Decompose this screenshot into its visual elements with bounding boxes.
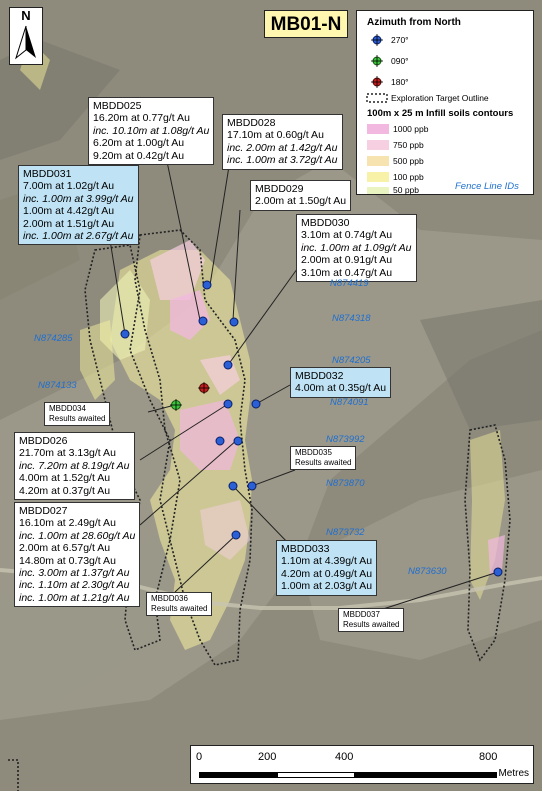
scale-bar — [190, 745, 534, 784]
scale-segment — [355, 772, 497, 778]
intercept-line: 4.20m at 0.49g/t Au — [281, 567, 373, 580]
fence-line-label: N874318 — [332, 313, 371, 324]
intercept-line: inc. 1.00m at 1.09g/t Au — [301, 241, 412, 254]
awaited-label-mbdd036 — [146, 592, 212, 616]
intercept-line: 16.20m at 0.77g/t Au — [93, 112, 190, 125]
drillhole-id: MBDD025 — [93, 100, 142, 112]
fence-line-label: N874419 — [330, 278, 369, 289]
legend-fence-line-ids: Fence Line IDs — [455, 181, 519, 192]
intercept-line: 21.70m at 3.13g/t Au — [19, 447, 116, 460]
scale-tick-label: 200 — [258, 751, 277, 763]
awaited-note: Results awaited — [343, 620, 400, 629]
drillhole-id: MBDD026 — [19, 435, 68, 447]
intercept-line: inc. 1.00m at 3.99g/t Au — [23, 192, 134, 205]
intercept-line: 2.00m at 1.50g/t Au — [255, 195, 347, 208]
legend-azimuth-title: Azimuth from North — [367, 17, 461, 28]
intercept-line: inc. 1.00m at 28.60g/t Au — [19, 529, 136, 542]
map-title: MB01-N — [264, 10, 348, 38]
drillhole-label-mbdd025 — [88, 97, 214, 165]
fence-line-label: N873630 — [408, 566, 447, 577]
fence-line-label: N873732 — [326, 527, 365, 538]
awaited-note: Results awaited — [151, 604, 208, 613]
scale-unit: Metres — [498, 768, 529, 779]
intercept-line: 2.00m at 1.51g/t Au — [23, 217, 115, 230]
soil-swatch-1000 — [367, 124, 389, 134]
exploration-outline-swatch — [365, 92, 391, 104]
intercept-line: inc. 1.00m at 3.72g/t Au — [227, 154, 338, 167]
fence-line-label: N874133 — [38, 380, 77, 391]
drillhole-id: MBDD029 — [255, 183, 304, 195]
intercept-line: 9.20m at 0.42g/t Au — [93, 149, 185, 162]
legend-panel — [356, 10, 534, 195]
intercept-line: inc. 1.00m at 2.67g/t Au — [23, 230, 134, 243]
drillhole-label-mbdd029 — [250, 180, 351, 211]
drillhole-id: MBDD031 — [23, 168, 72, 180]
soil-swatch-500 — [367, 156, 389, 166]
intercept-line: 16.10m at 2.49g/t Au — [19, 517, 116, 530]
intercept-line: 2.00m at 0.91g/t Au — [301, 254, 393, 267]
drillhole-id: MBDD034 — [49, 404, 86, 413]
intercept-line: 2.00m at 6.57g/t Au — [19, 542, 111, 555]
intercept-line: 1.00m at 4.42g/t Au — [23, 205, 115, 218]
legend-soil-750: 750 ppb — [393, 140, 424, 150]
intercept-line: 1.10m at 4.39g/t Au — [281, 555, 373, 568]
legend-soil-100: 100 ppb — [393, 172, 424, 182]
awaited-note: Results awaited — [295, 458, 352, 467]
drillhole-id: MBDD037 — [343, 610, 380, 619]
fence-line-label: N873992 — [326, 434, 365, 445]
drillhole-label-mbdd031 — [18, 165, 139, 245]
drillhole-id: MBDD030 — [301, 217, 350, 229]
drillhole-id: MBDD032 — [295, 370, 344, 382]
legend-soil-500: 500 ppb — [393, 156, 424, 166]
intercept-line: 3.10m at 0.47g/t Au — [301, 266, 393, 279]
intercept-line: 14.80m at 0.73g/t Au — [19, 554, 116, 567]
intercept-line: 4.00m at 1.52g/t Au — [19, 472, 111, 485]
drillhole-id: MBDD033 — [281, 543, 330, 555]
north-arrow-icon — [10, 8, 42, 64]
awaited-label-mbdd035 — [290, 446, 356, 470]
drillhole-id: MBDD027 — [19, 505, 68, 517]
drillhole-id: MBDD035 — [295, 448, 332, 457]
awaited-label-mbdd037 — [338, 608, 404, 632]
fence-line-label: N873870 — [326, 478, 365, 489]
legend-soil-1000: 1000 ppb — [393, 124, 429, 134]
drillhole-label-mbdd026 — [14, 432, 135, 500]
intercept-line: 4.20m at 0.37g/t Au — [19, 484, 111, 497]
intercept-line: inc. 1.00m at 1.21g/t Au — [19, 591, 130, 604]
intercept-line: inc. 7.20m at 8.19g/t Au — [19, 459, 130, 472]
scale-tick-label: 400 — [335, 751, 354, 763]
intercept-line: 3.10m at 0.74g/t Au — [301, 229, 393, 242]
fence-line-label: N874285 — [34, 333, 73, 344]
intercept-line: 4.00m at 0.35g/t Au — [295, 382, 387, 395]
intercept-line: inc. 2.00m at 1.42g/t Au — [227, 141, 338, 154]
awaited-note: Results awaited — [49, 414, 106, 423]
intercept-line: 6.20m at 1.00g/t Au — [93, 137, 185, 150]
awaited-label-mbdd034 — [44, 402, 110, 426]
legend-soils-title: 100m x 25 m Infill soils contours — [367, 108, 514, 119]
legend-soil-50: 50 ppb — [393, 185, 419, 195]
drillhole-label-mbdd032 — [290, 367, 391, 398]
soil-swatch-100 — [367, 172, 389, 182]
intercept-line: inc. 1.10m at 2.30g/t Au — [19, 579, 130, 592]
north-label: N — [21, 8, 31, 23]
north-arrow — [9, 7, 43, 65]
fence-line-label: N874091 — [330, 397, 369, 408]
drillhole-id: MBDD036 — [151, 594, 188, 603]
soil-swatch-750 — [367, 140, 389, 150]
legend-azimuth-090: 090° — [391, 56, 409, 66]
scale-segment — [277, 772, 355, 778]
intercept-line: inc. 10.10m at 1.08g/t Au — [93, 124, 210, 137]
drillhole-label-mbdd033 — [276, 540, 377, 596]
legend-azimuth-270: 270° — [391, 35, 409, 45]
scale-tick-label: 800 — [479, 751, 498, 763]
drillhole-label-mbdd027 — [14, 502, 140, 607]
legend-exploration-outline: Exploration Target Outline — [391, 93, 489, 103]
intercept-line: 7.00m at 1.02g/t Au — [23, 180, 115, 193]
drillhole-label-mbdd028 — [222, 114, 343, 170]
intercept-line: 17.10m at 0.60g/t Au — [227, 129, 324, 142]
scale-segment — [199, 772, 277, 778]
scale-tick-label: 0 — [196, 751, 203, 763]
drillhole-label-mbdd030 — [296, 214, 417, 282]
intercept-line: 1.00m at 2.03g/t Au — [281, 580, 373, 593]
intercept-line: inc. 3.00m at 1.37g/t Au — [19, 567, 130, 580]
legend-azimuth-180: 180° — [391, 77, 409, 87]
soil-swatch-50 — [367, 187, 389, 194]
drillhole-id: MBDD028 — [227, 117, 276, 129]
fence-line-label: N874205 — [332, 355, 371, 366]
